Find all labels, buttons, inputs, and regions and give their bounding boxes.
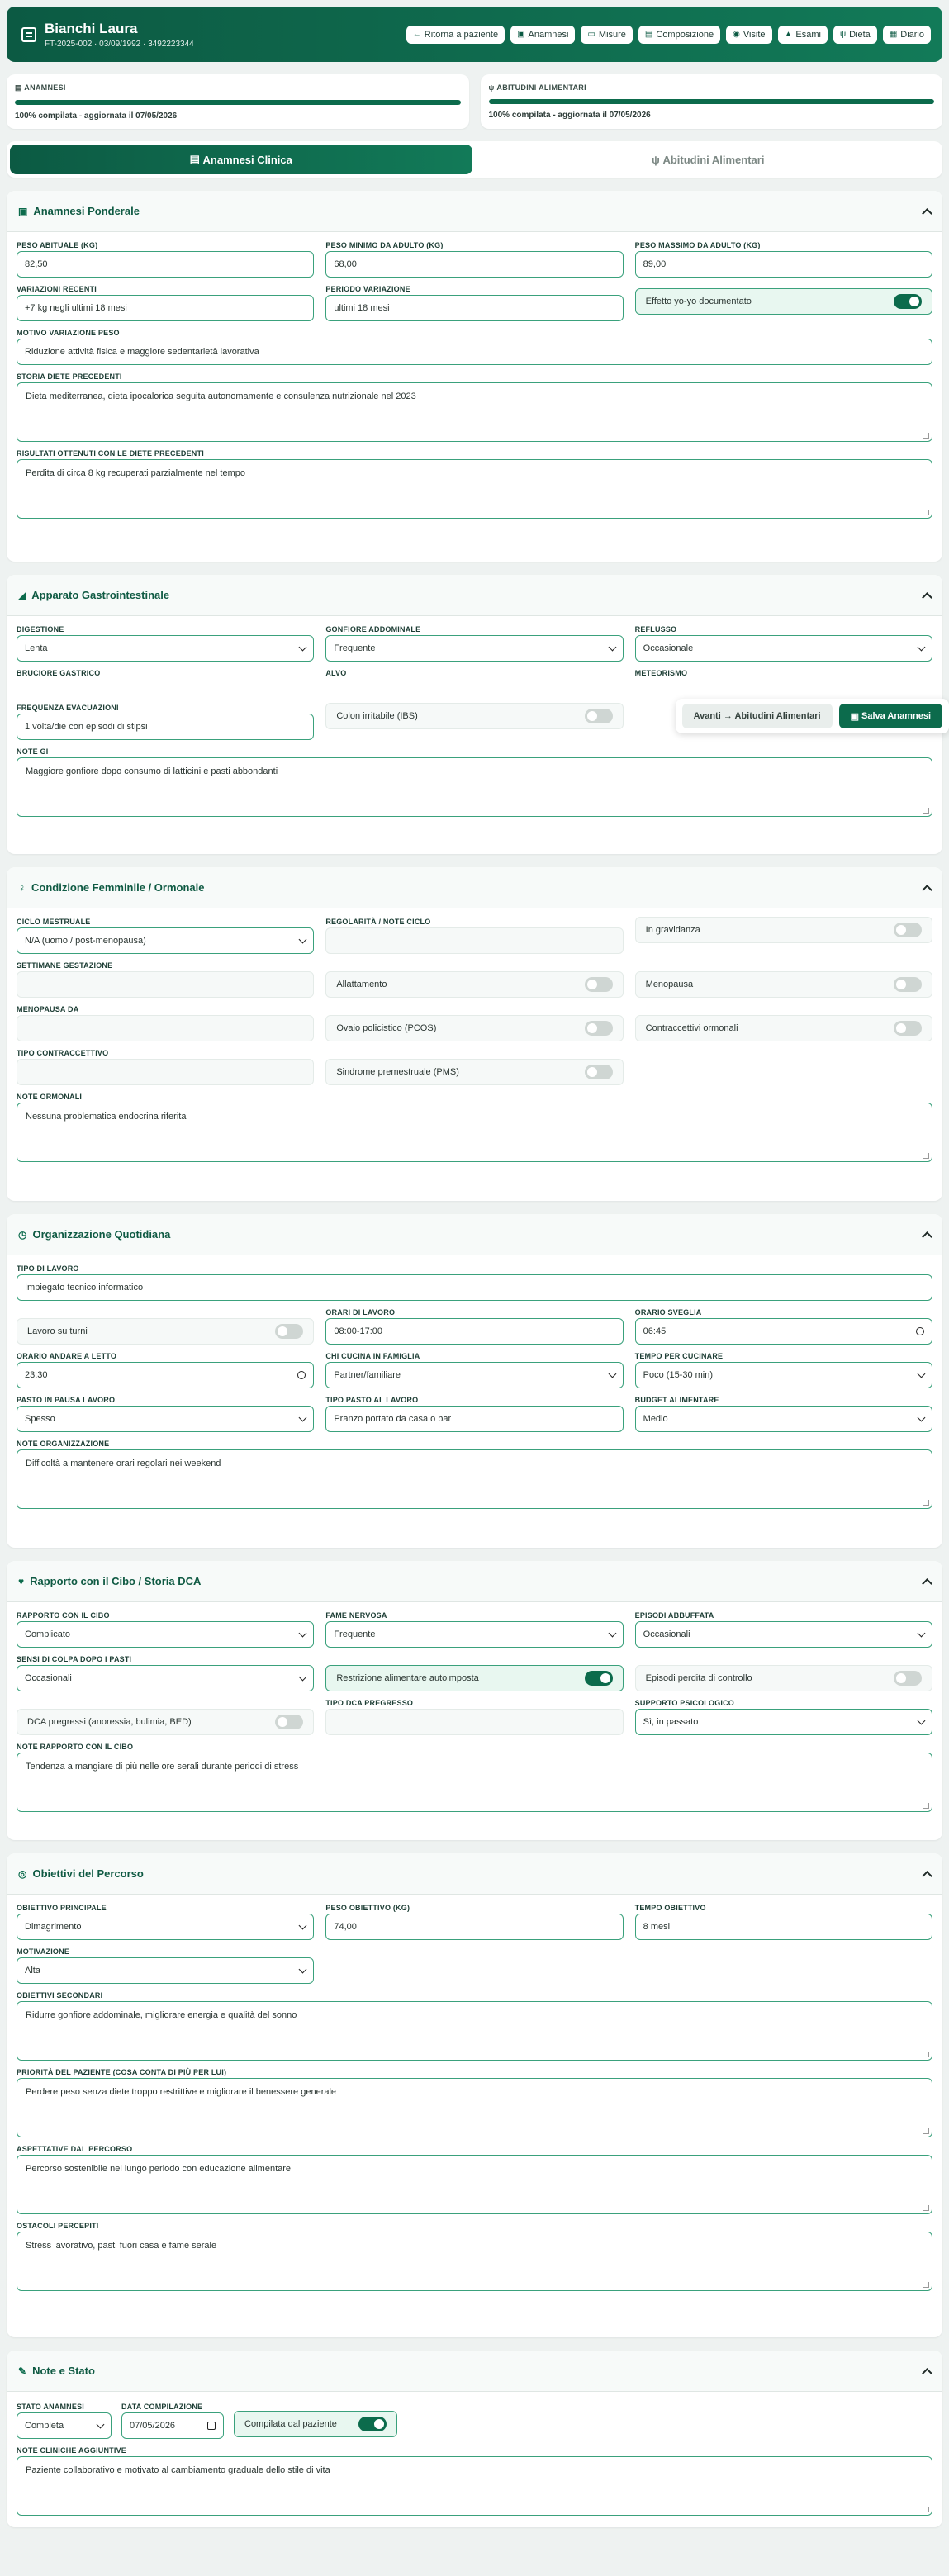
select-value: Occasionali bbox=[25, 1673, 72, 1683]
field-label: TEMPO PER CUCINARE bbox=[634, 1352, 724, 1360]
input-value: 23:30 bbox=[25, 1370, 48, 1380]
field-label: ORARIO SVEGLIA bbox=[634, 1308, 702, 1316]
select-value: Medio bbox=[643, 1414, 668, 1424]
priorita-textarea[interactable] bbox=[17, 2078, 932, 2137]
field-label: PESO OBIETTIVO (KG) bbox=[325, 1904, 410, 1912]
chevron-up-icon[interactable] bbox=[922, 2368, 932, 2379]
pms-toggle[interactable] bbox=[325, 1059, 623, 1085]
chart-icon: ▤ bbox=[644, 30, 653, 39]
field-label: PRIORITÀ DEL PAZIENTE (COSA CONTA DI PIÙ PER LUI) bbox=[17, 2068, 227, 2076]
toggle-switch[interactable] bbox=[358, 2417, 387, 2431]
select-value: Completa bbox=[25, 2421, 64, 2431]
field-label: GONFIORE ADDOMINALE bbox=[325, 625, 421, 633]
textarea-value: Maggiore gonfiore dopo consumo di latticini e pasti abbondanti bbox=[26, 766, 278, 776]
section-title: Obiettivi del Percorso bbox=[32, 1867, 144, 1880]
stomach-icon: ◢ bbox=[18, 589, 26, 601]
pasto-pausa-select[interactable] bbox=[17, 1406, 314, 1432]
field-label: SENSI DI COLPA DOPO I PASTI bbox=[17, 1655, 132, 1663]
turni-toggle[interactable] bbox=[17, 1318, 314, 1345]
field-label: METEORISMO bbox=[634, 669, 688, 677]
reflusso-select[interactable] bbox=[635, 635, 932, 662]
section-title: Apparato Gastrointestinale bbox=[31, 589, 170, 601]
textarea-value: Difficoltà a mantenere orari regolari nei weekend bbox=[26, 1459, 221, 1468]
section-header[interactable] bbox=[7, 1214, 942, 1255]
field-label: OBIETTIVI SECONDARI bbox=[17, 1991, 103, 2000]
book-icon: ▦ bbox=[889, 30, 898, 39]
dca-toggle[interactable] bbox=[17, 1709, 314, 1735]
orario-letto-input[interactable] bbox=[17, 1362, 314, 1388]
input-value: 82,50 bbox=[25, 259, 48, 269]
stato-anamnesi-select[interactable] bbox=[17, 2412, 112, 2439]
obiettivo-principale-select[interactable] bbox=[17, 1914, 314, 1940]
variazioni-input[interactable] bbox=[17, 295, 314, 321]
toggle-label: Menopausa bbox=[645, 980, 694, 989]
button-label: Ritorna a paziente bbox=[424, 29, 499, 40]
floating-action-bar bbox=[676, 699, 949, 733]
textarea-value: Percorso sostenibile nel lungo periodo con educazione alimentare bbox=[26, 2164, 292, 2174]
field-label: BRUCIORE GASTRICO bbox=[17, 669, 101, 677]
field-label: PASTO IN PAUSA LAVORO bbox=[17, 1396, 116, 1404]
button-label: Esami bbox=[795, 29, 821, 40]
toggle-label: Lavoro su turni bbox=[27, 1326, 88, 1336]
select-value: Partner/familiare bbox=[334, 1370, 401, 1380]
textarea-value: Nessuna problematica endocrina riferita bbox=[26, 1112, 187, 1122]
restrizione-toggle[interactable] bbox=[325, 1665, 623, 1691]
calendar-icon[interactable] bbox=[207, 2422, 216, 2430]
tab-anamnesi-clinica[interactable] bbox=[10, 145, 472, 174]
toggle-label: Contraccettivi ormonali bbox=[645, 1023, 738, 1033]
section-obiettivi bbox=[7, 1853, 942, 2337]
tab-abitudini-alimentari[interactable] bbox=[477, 145, 940, 174]
field-label: SETTIMANE GESTAZIONE bbox=[17, 961, 113, 970]
field-label: OBIETTIVO PRINCIPALE bbox=[17, 1904, 107, 1912]
input-value: 1 volta/die con episodi di stipsi bbox=[25, 722, 148, 732]
field-label: SUPPORTO PSICOLOGICO bbox=[634, 1699, 735, 1707]
tipo-pasto-input[interactable] bbox=[325, 1406, 623, 1432]
chevron-up-icon[interactable] bbox=[922, 592, 932, 603]
orario-sveglia-input[interactable] bbox=[635, 1318, 932, 1345]
textarea-value: Perdita di circa 8 kg recuperati parzialmente nel tempo bbox=[26, 468, 245, 478]
field-label: MOTIVAZIONE bbox=[17, 1947, 70, 1956]
field-label: FAME NERVOSA bbox=[325, 1611, 387, 1620]
toggle-label: Colon irritabile (IBS) bbox=[336, 711, 418, 721]
section-header[interactable] bbox=[7, 575, 942, 616]
anamnesi-button[interactable] bbox=[510, 26, 575, 44]
periodo-input[interactable] bbox=[325, 295, 623, 321]
field-label: VARIAZIONI RECENTI bbox=[17, 285, 97, 293]
utensils-icon: ψ bbox=[839, 30, 847, 39]
input-value: Pranzo portato da casa o bar bbox=[334, 1414, 452, 1424]
field-label: BUDGET ALIMENTARE bbox=[634, 1396, 719, 1404]
button-label: Misure bbox=[598, 29, 626, 40]
chi-cucina-select[interactable] bbox=[325, 1362, 623, 1388]
input-value: 08:00-17:00 bbox=[334, 1326, 383, 1336]
textarea-value: Perdere peso senza diete troppo restrittive e migliorare il benessere generale bbox=[26, 2087, 337, 2097]
patient-subtitle: FT-2025-002 · 03/09/1992 · 3492223344 bbox=[45, 39, 194, 49]
toggle-label: Allattamento bbox=[336, 980, 387, 989]
chevron-up-icon[interactable] bbox=[922, 1871, 932, 1881]
section-title: Rapporto con il Cibo / Storia DCA bbox=[30, 1575, 202, 1587]
rapporto-cibo-select[interactable] bbox=[17, 1621, 314, 1648]
yoyo-toggle[interactable] bbox=[635, 288, 932, 315]
section-header[interactable] bbox=[7, 867, 942, 908]
input-value: +7 kg negli ultimi 18 mesi bbox=[25, 303, 127, 313]
progress-bar bbox=[15, 100, 461, 105]
toggle-switch[interactable] bbox=[585, 709, 613, 723]
clock-icon[interactable] bbox=[297, 1371, 306, 1379]
field-label: NOTE CLINICHE AGGIUNTIVE bbox=[17, 2446, 126, 2455]
composizione-button[interactable] bbox=[638, 26, 720, 44]
input-value: 68,00 bbox=[334, 259, 357, 269]
button-label: Dieta bbox=[849, 29, 871, 40]
abitudini-progress-card bbox=[481, 74, 943, 129]
clipboard-icon: ▤ bbox=[15, 83, 22, 92]
section-header[interactable] bbox=[7, 1853, 942, 1895]
toggle-label: Episodi perdita di controllo bbox=[645, 1673, 752, 1683]
field-label: RAPPORTO CON IL CIBO bbox=[17, 1611, 110, 1620]
input-value: ultimi 18 mesi bbox=[334, 303, 390, 313]
progress-label: ANAMNESI bbox=[24, 83, 66, 92]
field-label: TIPO DI LAVORO bbox=[17, 1264, 79, 1273]
input-value: 74,00 bbox=[334, 1922, 357, 1932]
toggle-label: Sindrome premestruale (PMS) bbox=[336, 1067, 459, 1077]
toggle-label: DCA pregressi (anoressia, bulimia, BED) bbox=[27, 1717, 192, 1727]
note-rapporto-cibo-textarea[interactable] bbox=[17, 1753, 932, 1812]
section-title: Organizzazione Quotidiana bbox=[32, 1228, 171, 1241]
utensils-icon: ψ bbox=[488, 83, 495, 92]
progress-text: 100% compilata - aggiornata il 07/05/2026 bbox=[488, 111, 651, 120]
scale-icon: ▣ bbox=[18, 205, 28, 217]
clock-icon[interactable] bbox=[916, 1327, 924, 1335]
chevron-up-icon[interactable] bbox=[922, 208, 932, 219]
supporto-psicologico-select[interactable] bbox=[635, 1709, 932, 1735]
toggle-label: Restrizione alimentare autoimposta bbox=[336, 1673, 479, 1683]
orari-lavoro-input[interactable] bbox=[325, 1318, 623, 1345]
anamnesi-progress-card bbox=[7, 74, 469, 129]
section-note-stato bbox=[7, 2351, 942, 2527]
tab-label: Anamnesi Clinica bbox=[202, 153, 292, 166]
tempo-cucinare-select[interactable] bbox=[635, 1362, 932, 1388]
toggle-switch[interactable] bbox=[275, 1324, 303, 1339]
field-label: ASPETTATIVE DAL PERCORSO bbox=[17, 2145, 133, 2153]
button-label: Composizione bbox=[656, 29, 714, 40]
field-label: DATA COMPILAZIONE bbox=[121, 2403, 203, 2411]
colon-irritabile-toggle[interactable] bbox=[325, 703, 623, 729]
perdita-controllo-toggle[interactable] bbox=[635, 1665, 932, 1691]
section-header[interactable] bbox=[7, 1561, 942, 1602]
field-label: PESO MINIMO DA ADULTO (KG) bbox=[325, 241, 444, 249]
field-label: STORIA DIETE PRECEDENTI bbox=[17, 372, 122, 381]
field-label: ORARI DI LAVORO bbox=[325, 1308, 396, 1316]
select-value: Alta bbox=[25, 1966, 40, 1976]
misure-button[interactable] bbox=[581, 26, 632, 44]
diario-button[interactable] bbox=[883, 26, 931, 44]
toggle-label: In gravidanza bbox=[645, 925, 700, 935]
input-value: 07/05/2026 bbox=[130, 2421, 176, 2431]
peso-massimo-input[interactable] bbox=[635, 251, 932, 278]
input-value: Impiegato tecnico informatico bbox=[25, 1283, 144, 1293]
flask-icon: ▲ bbox=[784, 30, 793, 39]
pcos-toggle[interactable] bbox=[325, 1015, 623, 1041]
note-gi-textarea[interactable] bbox=[17, 757, 932, 817]
select-value: Complicato bbox=[25, 1630, 71, 1639]
settimane-input[interactable] bbox=[17, 971, 314, 998]
toggle-label: Effetto yo-yo documentato bbox=[645, 297, 752, 306]
toggle-switch[interactable] bbox=[894, 1021, 922, 1036]
section-title: Condizione Femminile / Ormonale bbox=[31, 881, 205, 894]
obiettivi-secondari-textarea[interactable] bbox=[17, 2001, 932, 2061]
data-compilazione-input[interactable] bbox=[121, 2412, 224, 2439]
select-value: Frequente bbox=[334, 1630, 376, 1639]
progress-fill bbox=[489, 99, 935, 104]
button-label: Salva Anamnesi bbox=[861, 711, 931, 721]
progress-fill bbox=[15, 100, 461, 105]
field-label: DIGESTIONE bbox=[17, 625, 64, 633]
peso-minimo-input[interactable] bbox=[325, 251, 623, 278]
select-value: Poco (15-30 min) bbox=[643, 1370, 714, 1380]
field-label: FREQUENZA EVACUAZIONI bbox=[17, 704, 119, 712]
note-ormonali-textarea[interactable] bbox=[17, 1103, 932, 1162]
field-label: NOTE ORGANIZZAZIONE bbox=[17, 1440, 110, 1448]
clipboard-icon: ▣ bbox=[517, 30, 525, 39]
toggle-label: Ovaio policistico (PCOS) bbox=[336, 1023, 437, 1033]
ruler-icon: ▭ bbox=[587, 30, 595, 39]
stethoscope-icon: ◉ bbox=[733, 30, 740, 39]
tipo-contraccettivo-input[interactable] bbox=[17, 1059, 314, 1085]
toggle-switch[interactable] bbox=[275, 1715, 303, 1729]
gonfiore-select[interactable] bbox=[325, 635, 623, 662]
digestione-select[interactable] bbox=[17, 635, 314, 662]
section-anamnesi-ponderale bbox=[7, 191, 942, 562]
budget-select[interactable] bbox=[635, 1406, 932, 1432]
field-label: REGOLARITÀ / NOTE CICLO bbox=[325, 918, 431, 926]
toggle-switch[interactable] bbox=[894, 923, 922, 937]
allattamento-toggle[interactable] bbox=[325, 971, 623, 998]
peso-abituale-input[interactable] bbox=[17, 251, 314, 278]
regolarita-input[interactable] bbox=[325, 927, 623, 954]
toggle-switch[interactable] bbox=[585, 1065, 613, 1079]
progress-text: 100% compilata - aggiornata il 07/05/2026 bbox=[15, 111, 178, 121]
clock-icon: ◷ bbox=[18, 1228, 27, 1241]
textarea-value: Ridurre gonfiore addominale, migliorare energia e qualità del sonno bbox=[26, 2010, 297, 2020]
button-label: Diario bbox=[900, 29, 924, 40]
menopausa-toggle[interactable] bbox=[635, 971, 932, 998]
progress-bar bbox=[489, 99, 935, 104]
chevron-up-icon[interactable] bbox=[922, 885, 932, 895]
field-label: PERIODO VARIAZIONE bbox=[325, 285, 410, 293]
back-to-patient-button[interactable] bbox=[406, 26, 505, 44]
field-label: TIPO CONTRACCETTIVO bbox=[17, 1049, 109, 1057]
field-label: NOTE GI bbox=[17, 747, 49, 756]
toggle-switch[interactable] bbox=[894, 977, 922, 992]
field-label: ALVO bbox=[325, 669, 347, 677]
select-value: Dimagrimento bbox=[25, 1922, 82, 1932]
clipboard-icon bbox=[21, 27, 36, 42]
toggle-switch[interactable] bbox=[894, 294, 922, 309]
field-label: NOTE RAPPORTO CON IL CIBO bbox=[17, 1743, 134, 1751]
heart-icon: ♥ bbox=[18, 1575, 25, 1587]
esami-button[interactable] bbox=[778, 26, 828, 44]
select-value: Frequente bbox=[334, 643, 376, 653]
sensi-colpa-select[interactable] bbox=[17, 1665, 314, 1691]
risultati-textarea[interactable] bbox=[17, 459, 932, 519]
chevron-up-icon[interactable] bbox=[922, 1231, 932, 1242]
field-label: ORARIO ANDARE A LETTO bbox=[17, 1352, 117, 1360]
textarea-value: Paziente collaborativo e motivato al cambiamento graduale dello stile di vita bbox=[26, 2465, 330, 2475]
input-value: Riduzione attività fisica e maggiore sedentarietà lavorativa bbox=[25, 347, 259, 357]
field-label: NOTE ORMONALI bbox=[17, 1093, 83, 1101]
field-label: REFLUSSO bbox=[634, 625, 677, 633]
tipo-dca-input[interactable] bbox=[325, 1709, 623, 1735]
textarea-value: Tendenza a mangiare di più nelle ore serali durante periodi di stress bbox=[26, 1762, 299, 1772]
input-value: 89,00 bbox=[643, 259, 667, 269]
field-label: TIPO DCA PREGRESSO bbox=[325, 1699, 414, 1707]
chevron-up-icon[interactable] bbox=[922, 1578, 932, 1589]
ciclo-select[interactable] bbox=[17, 927, 314, 954]
frequenza-input[interactable] bbox=[17, 714, 314, 740]
textarea-value: Dieta mediterranea, dieta ipocalorica seguita autonomamente e consulenza nutrizionale nel 2023 bbox=[26, 391, 416, 401]
clipboard-icon: ▤ bbox=[189, 153, 200, 165]
section-header[interactable] bbox=[7, 191, 942, 232]
field-label: CICLO MESTRUALE bbox=[17, 918, 91, 926]
female-icon: ♀ bbox=[18, 881, 26, 894]
tab-label: Abitudini Alimentari bbox=[662, 153, 765, 166]
select-value: Lenta bbox=[25, 643, 48, 653]
field-label: OSTACOLI PERCEPITI bbox=[17, 2222, 99, 2230]
field-label: MOTIVO VARIAZIONE PESO bbox=[17, 329, 120, 337]
section-title: Note e Stato bbox=[32, 2365, 95, 2377]
patient-name: Bianchi Laura bbox=[45, 20, 138, 36]
visite-button[interactable] bbox=[726, 26, 771, 44]
button-label: Visite bbox=[743, 29, 766, 40]
select-value: Spesso bbox=[25, 1414, 55, 1424]
section-title: Anamnesi Ponderale bbox=[33, 205, 140, 217]
note-cliniche-textarea[interactable] bbox=[17, 2456, 932, 2516]
compilata-paziente-toggle[interactable] bbox=[234, 2411, 397, 2437]
button-label: Anamnesi bbox=[528, 29, 569, 40]
field-label: TIPO PASTO AL LAVORO bbox=[325, 1396, 419, 1404]
toggle-switch[interactable] bbox=[585, 1671, 613, 1686]
tab-bar bbox=[7, 141, 942, 178]
toggle-switch[interactable] bbox=[894, 1671, 922, 1686]
field-label: PESO ABITUALE (KG) bbox=[17, 241, 98, 249]
progress-label: ABITUDINI ALIMENTARI bbox=[496, 83, 586, 92]
menopausa-da-input[interactable] bbox=[17, 1015, 314, 1041]
toggle-switch[interactable] bbox=[585, 1021, 613, 1036]
gravidanza-toggle[interactable] bbox=[635, 917, 932, 943]
edit-icon: ✎ bbox=[18, 2365, 27, 2377]
save-anamnesi-button[interactable] bbox=[839, 704, 942, 728]
peso-obiettivo-input[interactable] bbox=[325, 1914, 623, 1940]
tipo-lavoro-input[interactable] bbox=[17, 1274, 932, 1301]
dieta-button[interactable] bbox=[833, 26, 877, 44]
arrow-left-icon: ← bbox=[412, 30, 421, 39]
save-icon: ▣ bbox=[850, 711, 862, 722]
note-organizzazione-textarea[interactable] bbox=[17, 1449, 932, 1509]
utensils-icon: ψ bbox=[652, 153, 660, 166]
tempo-obiettivo-input[interactable] bbox=[635, 1914, 932, 1940]
select-value: Occasionale bbox=[643, 643, 694, 653]
ostacoli-textarea[interactable] bbox=[17, 2232, 932, 2291]
select-value: Occasionali bbox=[643, 1630, 690, 1639]
episodi-abbuffata-select[interactable] bbox=[635, 1621, 932, 1648]
header-bar bbox=[7, 7, 942, 62]
target-icon: ◎ bbox=[18, 1867, 27, 1880]
select-value: Sì, in passato bbox=[643, 1717, 699, 1727]
field-label: EPISODI ABBUFFATA bbox=[634, 1611, 714, 1620]
input-value: 06:45 bbox=[643, 1326, 667, 1336]
field-label: RISULTATI OTTENUTI CON LE DIETE PRECEDENTI bbox=[17, 449, 204, 458]
section-header[interactable] bbox=[7, 2351, 942, 2392]
field-label: CHI CUCINA IN FAMIGLIA bbox=[325, 1352, 420, 1360]
contraccettivi-toggle[interactable] bbox=[635, 1015, 932, 1041]
field-label: TEMPO OBIETTIVO bbox=[634, 1904, 706, 1912]
next-tab-button[interactable]: Avanti → Abitudini Alimentari bbox=[682, 704, 833, 728]
field-label: STATO ANAMNESI bbox=[17, 2403, 84, 2411]
select-value: N/A (uomo / post-menopausa) bbox=[25, 936, 146, 946]
fame-nervosa-select[interactable] bbox=[325, 1621, 623, 1648]
section-condizione-femminile bbox=[7, 867, 942, 1201]
toggle-label: Compilata dal paziente bbox=[244, 2419, 337, 2429]
aspettative-textarea[interactable] bbox=[17, 2155, 932, 2214]
field-label: PESO MASSIMO DA ADULTO (KG) bbox=[634, 241, 761, 249]
storia-diete-textarea[interactable] bbox=[17, 382, 932, 442]
textarea-value: Stress lavorativo, pasti fuori casa e fame serale bbox=[26, 2241, 217, 2251]
motivazione-select[interactable] bbox=[17, 1957, 314, 1984]
section-organizzazione-quotidiana bbox=[7, 1214, 942, 1548]
motivo-input[interactable] bbox=[17, 339, 932, 365]
section-rapporto-cibo bbox=[7, 1561, 942, 1840]
input-value: 8 mesi bbox=[643, 1922, 671, 1932]
toggle-switch[interactable] bbox=[585, 977, 613, 992]
field-label: MENOPAUSA DA bbox=[17, 1005, 79, 1013]
